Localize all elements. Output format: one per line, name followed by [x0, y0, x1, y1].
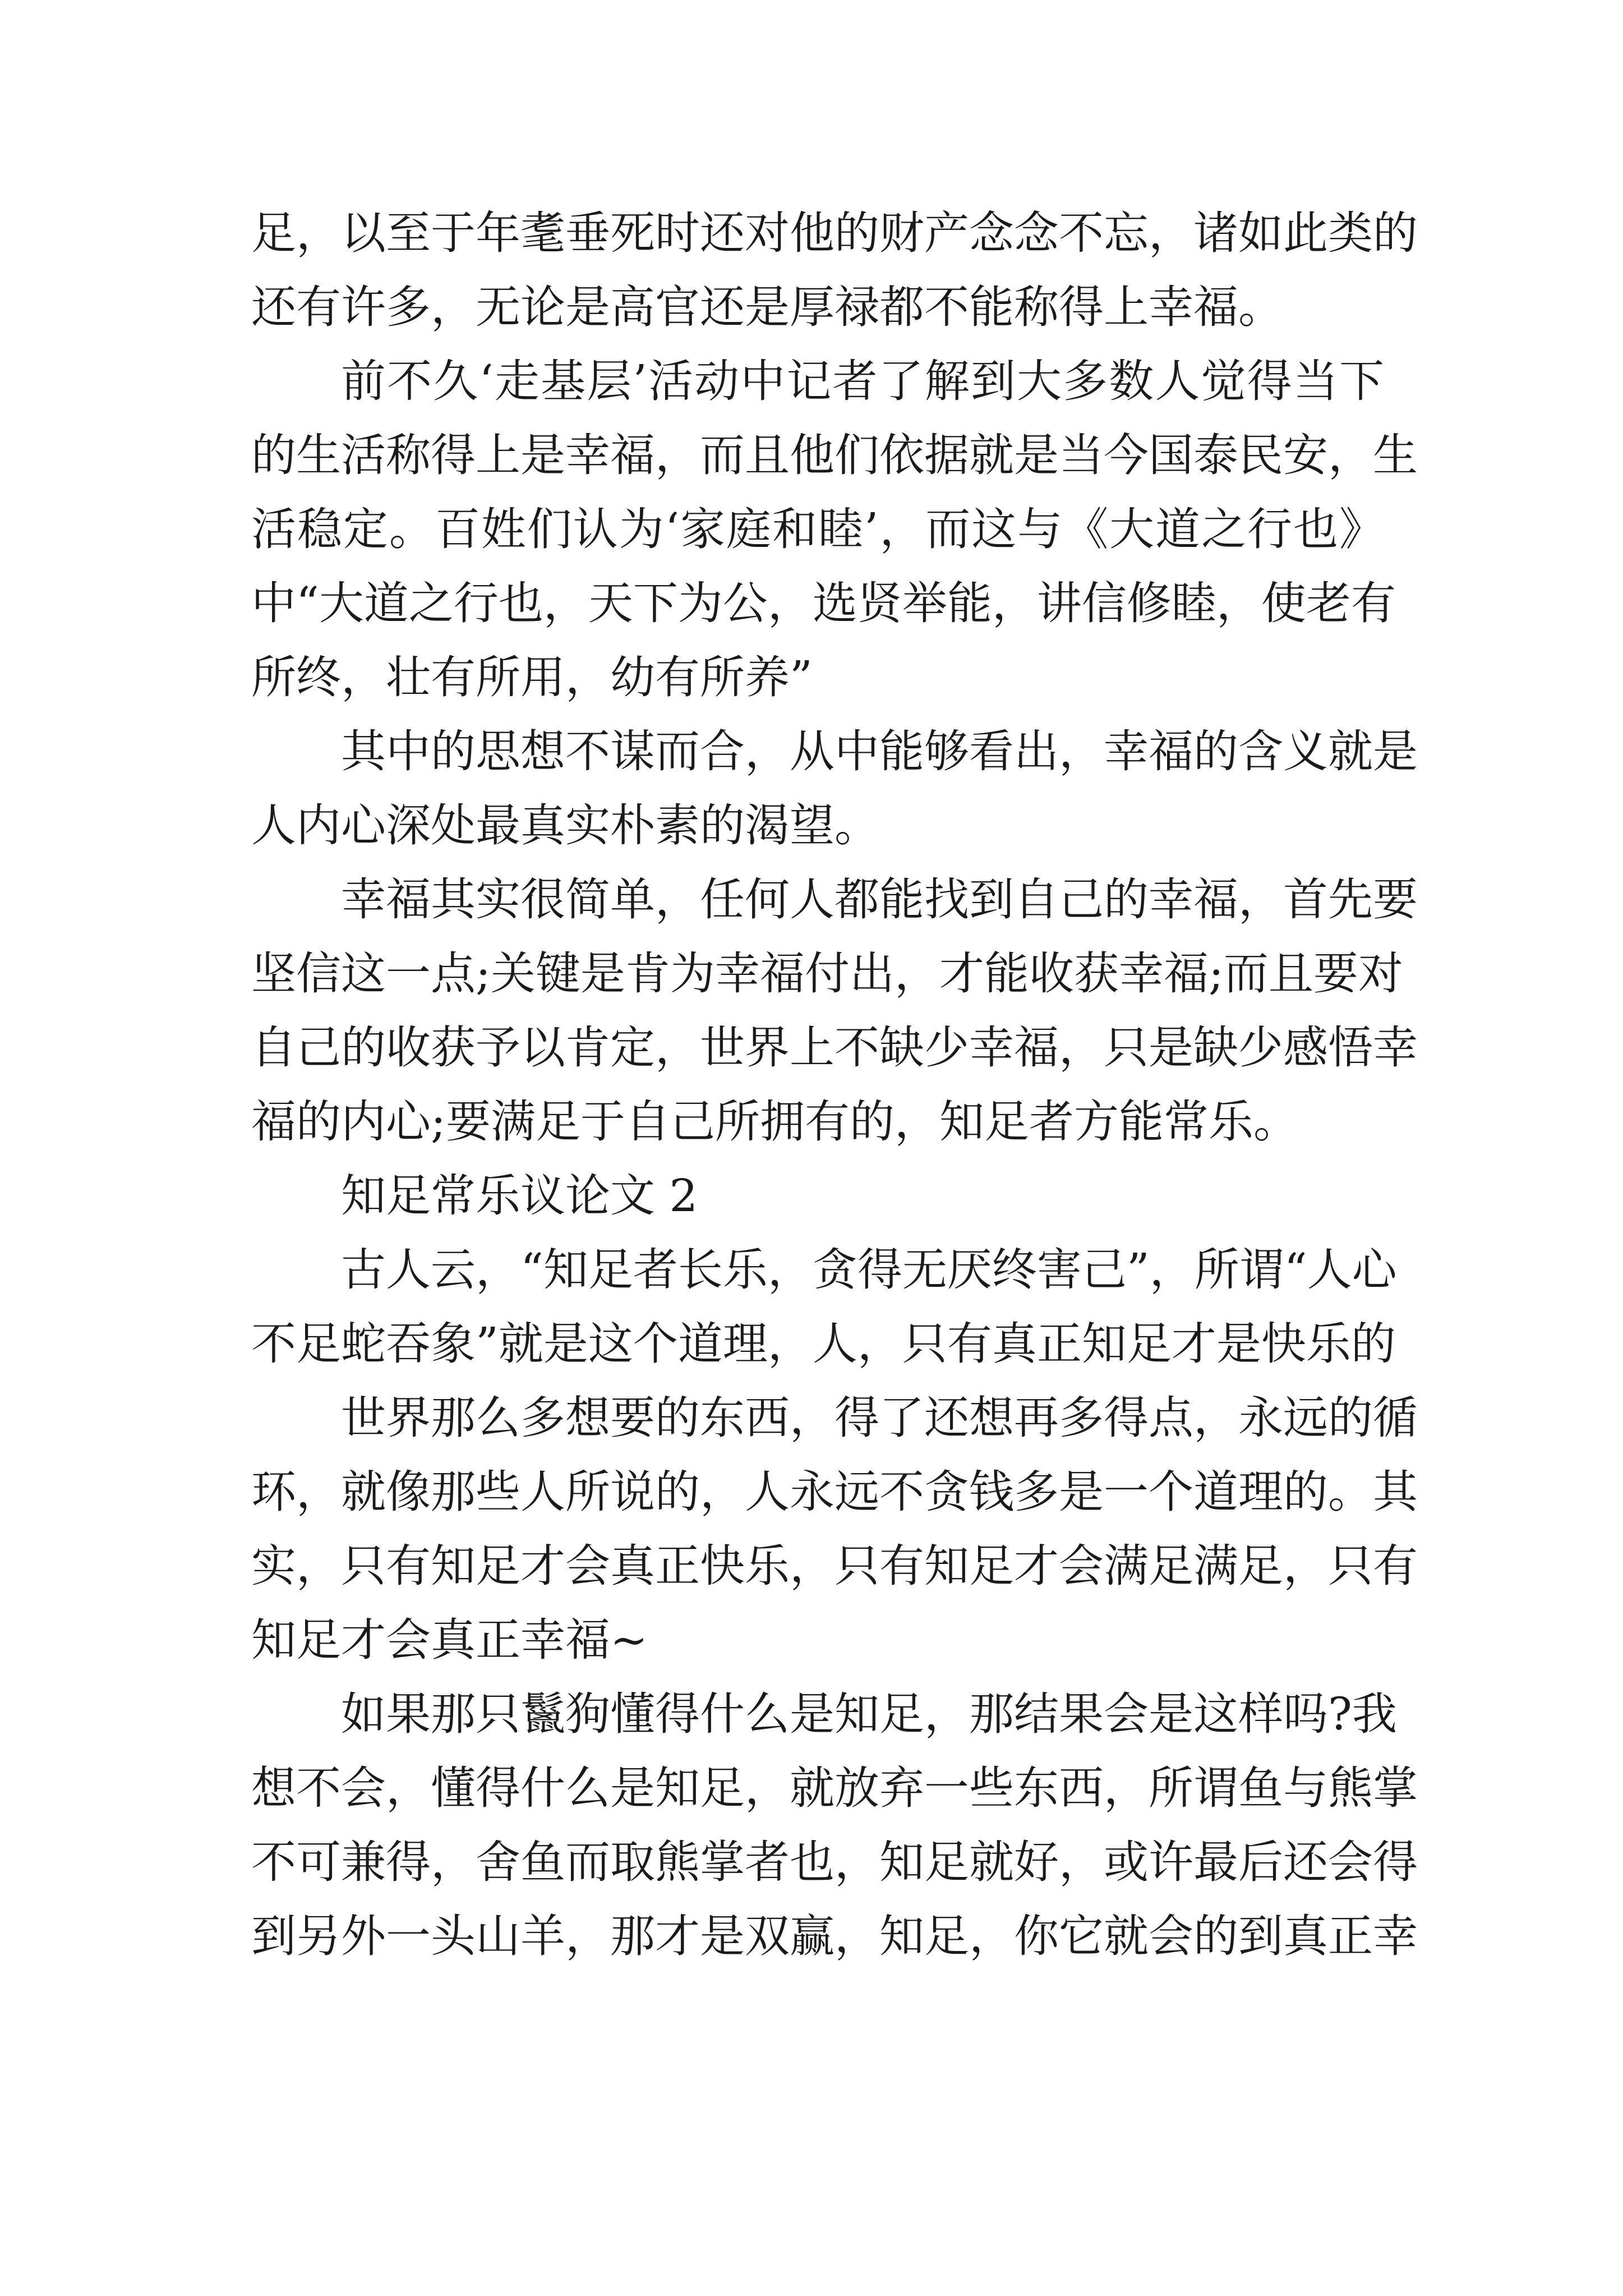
text-line-13: 福的内心;要满足于自己所拥有的，知足者方能常乐。 [251, 1096, 1298, 1148]
text-line-10: 幸福其实很简单，任何人都能找到自己的幸福，首先要 [341, 873, 1418, 926]
text-line-17: 世界那么多想要的东西，得了还想再多得点，永远的循 [341, 1392, 1418, 1444]
section-heading: 知足常乐议论文 2 [341, 1170, 698, 1222]
text-line-22: 想不会，懂得什么是知足，就放弃一些东西，所谓鱼与熊掌 [251, 1762, 1418, 1814]
text-line-6: 中“大道之行也，天下为公，选贤举能，讲信修睦，使老有 [251, 577, 1396, 629]
text-line-11: 坚信这一点;关键是肯为幸福付出，才能收获幸福;而且要对 [251, 947, 1403, 1000]
text-line-18: 环，就像那些人所说的，人永远不贪钱多是一个道理的。其 [251, 1466, 1418, 1518]
text-line-9: 人内心深处最真实朴素的渴望。 [251, 799, 879, 852]
text-line-1: 足，以至于年耄垂死时还对他的财产念念不忘，诸如此类的 [251, 207, 1418, 259]
text-line-21: 如果那只鬣狗懂得什么是知足，那结果会是这样吗?我 [341, 1688, 1397, 1740]
text-line-5: 活稳定。百姓们认为‘家庭和睦’，而这与《大道之行也》 [251, 503, 1384, 555]
text-line-20: 知足才会真正幸福~ [251, 1614, 648, 1666]
text-line-19: 实，只有知足才会真正快乐，只有知足才会满足满足，只有 [251, 1540, 1418, 1592]
text-line-23: 不可兼得，舍鱼而取熊掌者也，知足就好，或许最后还会得 [251, 1836, 1418, 1888]
text-line-15: 古人云，“知足者长乐，贪得无厌终害己”，所谓“人心 [341, 1244, 1397, 1296]
text-line-2: 还有许多，无论是高官还是厚禄都不能称得上幸福。 [251, 281, 1283, 333]
text-line-3: 前不久‘走基层’活动中记者了解到大多数人觉得当下 [341, 355, 1384, 407]
text-line-7: 所终，壮有所用，幼有所养” [251, 651, 813, 703]
text-line-12: 自己的收获予以肯定，世界上不缺少幸福，只是缺少感悟幸 [251, 1022, 1418, 1074]
text-line-24: 到另外一头山羊，那才是双赢，知足，你它就会的到真正幸 [251, 1910, 1418, 1962]
document-body [251, 196, 1418, 1973]
text-line-4: 的生活称得上是幸福，而且他们依据就是当今国泰民安，生 [251, 429, 1418, 481]
text-line-8: 其中的思想不谋而合，从中能够看出，幸福的含义就是 [341, 725, 1418, 777]
text-line-16: 不足蛇吞象”就是这个道理，人，只有真正知足才是快乐的 [251, 1318, 1396, 1370]
